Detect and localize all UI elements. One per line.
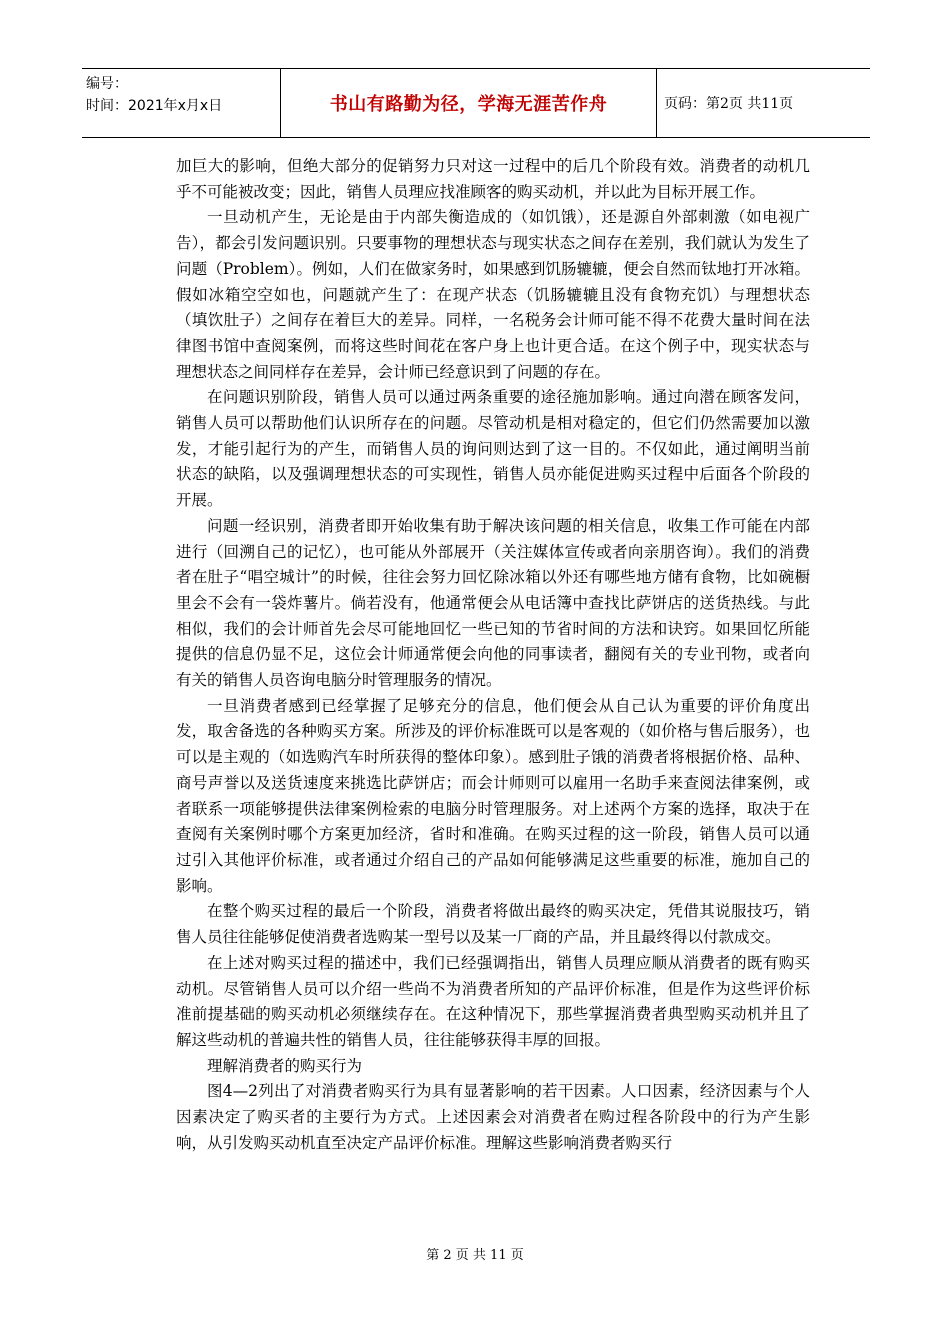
paragraph: 在整个购买过程的最后一个阶段，消费者将做出最终的购买决定，凭借其说服技巧，销售人员往往能够促使消费者选购某一型号以及某一厂商的产品，并且最终得以付款成交。	[176, 902, 810, 947]
header-page-info: 页码：第2页 共11页	[664, 96, 794, 112]
header-motto: 书山有路勤为径，学海无涯苦作舟	[329, 94, 608, 115]
header-page-cell	[657, 69, 870, 137]
paragraph: 加巨大的影响，但绝大部分的促销努力只对这一过程中的后几个阶段有效。消费者的动机几乎不可能被改变；因此，销售人员理应找准顾客的购买动机，并以此为目标开展工作。	[176, 157, 810, 201]
paragraph: 在问题识别阶段，销售人员可以通过两条重要的途径施加影响。通过向潜在顾客发问，销售人员可以帮助他们认识所存在的问题。尽管动机是相对稳定的，但它们仍然需要加以激发，才能引起行为的产生，而销售人员的询问则达到了这一目的。不仅如此，通过阐明当前状态的缺陷，以及强调理想状态的可实现性，销售人员亦能促进购买过程中后面各个阶段的开展。	[176, 388, 810, 510]
paragraph: 图4—2列出了对消费者购买行为具有显著影响的若干因素。人口因素，经济因素与个人因素决定了购买者的主要行为方式。上述因素会对消费者在购过程各阶段中的行为产生影响，从引发购买动机直至决定产品评价标准。理解这些影响消费者购买行	[176, 1082, 810, 1152]
section-heading: 理解消费者的购买行为	[207, 1056, 363, 1075]
paragraph: 一旦动机产生，无论是由于内部失衡造成的（如饥饿），还是源自外部刺激（如电视广告），都会引发问题识别。只要事物的理想状态与现实状态之间存在差别，我们就认为发生了问题（Problem）。例如，人们在做家务时，如果感到饥肠辘辘，便会自然而钛地打开冰箱。假如冰箱空空如也，问题就产生了：在现产状态（饥肠辘辘且没有食物充饥）与理想状态（填饮肚子）之间存在着巨大的差异。同样，一名税务会计师可能不得不花费大量时间在法律图书馆中查阅案例，而将这些时间花在客户身上也计更合适。在这个例子中，现实状态与理想状态之间同样存在差异，会计师已经意识到了问题的存在。	[176, 208, 810, 381]
page-header	[82, 68, 870, 138]
header-motto-cell	[281, 69, 657, 137]
page-footer: 第 2 页 共 11 页	[426, 1248, 524, 1263]
document-date-label: 时间：2021年x月x日	[86, 98, 223, 114]
document-number-label: 编号：	[86, 76, 128, 92]
body-text	[176, 154, 810, 1156]
paragraph: 在上述对购买过程的描述中，我们已经强调指出，销售人员理应顺从消费者的既有购买动机。尽管销售人员可以介绍一些尚不为消费者所知的产品评价标准，但是作为这些评价标准前提基础的购买动机必须继续存在。在这种情况下，那些掌握消费者典型购买动机并且了解这些动机的普遍共性的销售人员，往往能够获得丰厚的回报。	[176, 953, 810, 1049]
paragraph: 问题一经识别，消费者即开始收集有助于解决该问题的相关信息，收集工作可能在内部进行（回溯自己的记忆），也可能从外部展开（关注媒体宣传或者向亲朋咨询）。我们的消费者在肚子“唱空城计”的时候，往往会努力回忆除冰箱以外还有哪些地方储有食物，比如碗橱里会不会有一袋炸薯片。倘若没有，他通常便会从电话簿中查找比萨饼店的送货热线。与此相似，我们的会计师首先会尽可能地回忆一些已知的节省时间的方法和诀窍。如果回忆所能提供的信息仍显不足，这位会计师通常便会向他的同事读者，翻阅有关的专业刊物，或者向有关的销售人员咨询电脑分时管理服务的情况。	[176, 516, 810, 690]
header-meta	[82, 69, 281, 137]
paragraph: 一旦消费者感到已经掌握了足够充分的信息，他们便会从自己认为重要的评价角度出发，取舍备选的各种购买方案。所涉及的评价标准既可以是客观的（如价格与售后服务），也可以是主观的（如选购汽车时所获得的整体印象）。感到肚子饿的消费者将根据价格、品种、商号声誉以及送货速度来挑选比萨饼店；而会计师则可以雇用一名助手来查阅法律案例，或者联系一项能够提供法律案例检索的电脑分时管理服务。对上述两个方案的选择，取决于在查阅有关案例时哪个方案更加经济，省时和准确。在购买过程的这一阶段，销售人员可以通过引入其他评价标准，或者通过介绍自己的产品如何能够满足这些重要的标准，施加自己的影响。	[176, 696, 810, 895]
